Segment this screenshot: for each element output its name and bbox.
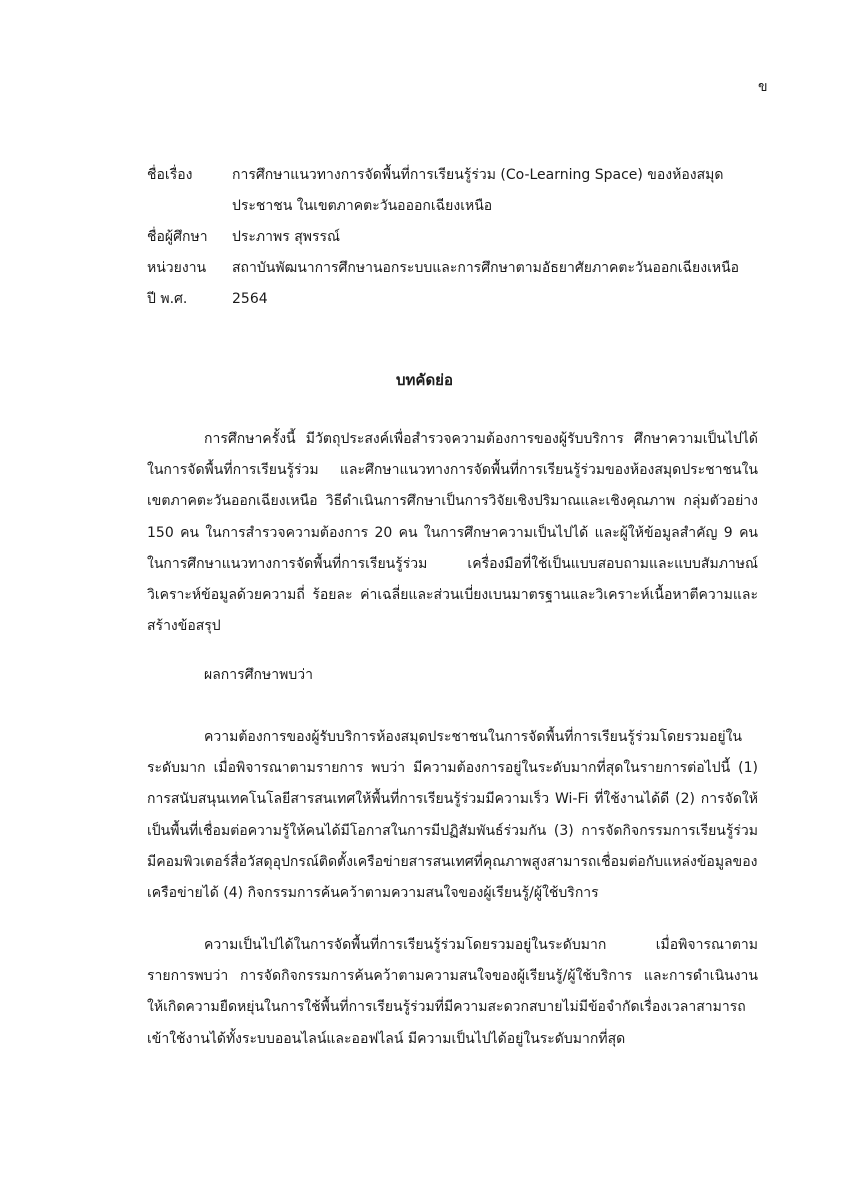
- author-label: ชื่อผู้ศึกษา: [147, 229, 208, 245]
- abstract-paragraph-feasibility: ความเป็นไปได้ในการจัดพื้นที่การเรียนรู้ร่วมโดยรวมอยู่ในระดับมาก เมื่อพิจารณาตามรายการพบว่า การจัดกิจกรรมการค้นคว้าตามความสนใจของผู้เรียนรู้/ผู้ใช้บริการ และการดำเนินงานให้เกิดความยืดหยุ่นในการใช้พื้นที่การเรียนรู้ร่วมที่มีความสะดวกสบายไม่มีข้อจำกัดเรื่องเวลาสามารถเข้าใช้งานได้ทั้งระบบออนไลน์และออฟไลน์ มีความเป็นไปได้อยู่ในระดับมากที่สุด: [147, 937, 758, 1047]
- author-row: [147, 222, 757, 253]
- title-label: ชื่อเรื่อง: [147, 167, 193, 183]
- year-value: 2564: [232, 291, 268, 307]
- organization-row: [147, 253, 757, 284]
- abstract-heading: บทคัดย่อ: [396, 371, 453, 389]
- title-row: [147, 160, 757, 222]
- page-number: ข: [758, 79, 768, 95]
- author-value: ประภาพร สุพรรณ์: [232, 229, 341, 245]
- title-value: การศึกษาแนวทางการจัดพื้นที่การเรียนรู้ร่วม (Co-Learning Space) ของห้องสมุดประชาชน ในเขตภาคตะวันอออกเฉียงเหนือ: [232, 167, 724, 214]
- organization-value: สถาบันพัฒนาการศึกษานอกระบบและการศึกษาตามอัธยาศัยภาคตะวันออกเฉียงเหนือ: [232, 260, 740, 276]
- abstract-paragraph-needs: ความต้องการของผู้รับบริการห้องสมุดประชาชนในการจัดพื้นที่การเรียนรู้ร่วมโดยรวมอยู่ในระดับมาก เมื่อพิจารณาตามรายการ พบว่า มีความต้องการอยู่ในระดับมากที่สุดในรายการต่อไปนี้ (1) การสนับสนุนเทคโนโลยีสารสนเทศให้พื้นที่การเรียนรู้ร่วมมีความเร็ว Wi-Fi ที่ใช้งานได้ดี (2) การจัดให้เป็นพื้นที่เชื่อมต่อความรู้ให้คนได้มีโอกาสในการมีปฏิสัมพันธ์ร่วมกัน (3) การจัดกิจกรรมการเรียนรู้ร่วมมีคอมพิวเตอร์สื่อวัสดุอุปกรณ์ติดตั้งเครือข่ายสารสนเทศที่คุณภาพสูงสามารถเชื่อมต่อกับแหล่งข้อมูลของเครือข่ายได้ (4) กิจกรรมการค้นคว้าตามความสนใจของผู้เรียนรู้/ผู้ใช้บริการ: [147, 729, 758, 902]
- document-metadata: [147, 160, 757, 315]
- organization-label: หน่วยงาน: [147, 260, 207, 276]
- year-label: ปี พ.ศ.: [147, 291, 188, 307]
- year-row: [147, 284, 757, 315]
- results-intro: ผลการศึกษาพบว่า: [204, 667, 313, 683]
- abstract-paragraph-objectives: การศึกษาครั้งนี้ มีวัตถุประสงค์เพื่อสำรวจความต้องการของผู้รับบริการ ศึกษาความเป็นไปได้ในการจัดพื้นที่การเรียนรู้ร่วม และศึกษาแนวทางการจัดพื้นที่การเรียนรู้ร่วมของห้องสมุดประชาชนในเขตภาคตะวันออกเฉียงเหนือ วิธีดำเนินการศึกษาเป็นการวิจัยเชิงปริมาณและเชิงคุณภาพ กลุ่มตัวอย่าง 150 คน ในการสำรวจความต้องการ 20 คน ในการศึกษาความเป็นไปได้ และผู้ให้ข้อมูลสำคัญ 9 คน ในการศึกษาแนวทางการจัดพื้นที่การเรียนรู้ร่วม เครื่องมือที่ใช้เป็นแบบสอบถามและแบบสัมภาษณ์ วิเคราะห์ข้อมูลด้วยความถี่ ร้อยละ ค่าเฉลี่ยและส่วนเบี่ยงเบนมาตรฐานและวิเคราะห์เนื้อหาตีความและสร้างข้อสรุป: [147, 431, 758, 635]
